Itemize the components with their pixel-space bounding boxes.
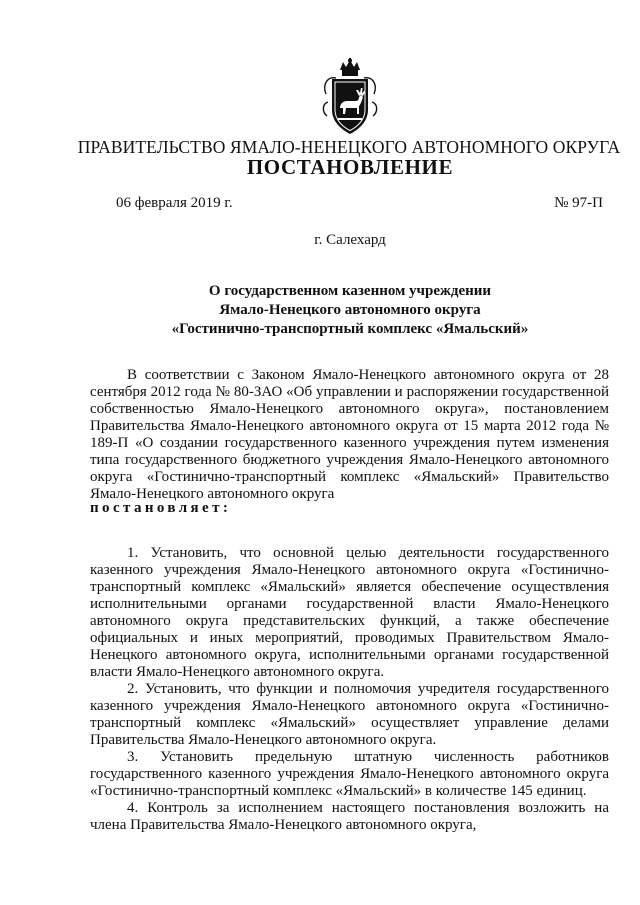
resolve-word: постановляет:: [90, 500, 232, 516]
document-title-line: О государственном казенном учреждении: [208, 283, 492, 299]
preamble-text: В соответствии с Законом Ямало-Ненецкого автономного округа от 28 сентября 2012 года № 80-ЗАО «Об управлении и распоряжении государственной собственностью Ямало-Ненецкого автономного округа», постановлением Правительства Ямало-Ненецкого автономного округа от 15 марта 2012 года № 189-П «О создании государственного казенного учреждения путем изменения типа государственного бюджетного учреждения Ямало-Ненецкого автономного округа «Гостинично-транспортный комплекс «Ямальский» Правительство Ямало-Ненецкого автономного округа: [90, 367, 609, 502]
coat-of-arms-icon: [318, 58, 382, 138]
document-title-line: Ямало-Ненецкого автономного округа: [219, 302, 481, 318]
document-date: 06 февраля 2019 г.: [116, 195, 233, 211]
government-name: ПРАВИТЕЛЬСТВО ЯМАЛО-НЕНЕЦКОГО АВТОНОМНОГО ОКРУГА: [77, 137, 621, 157]
resolution-items: [90, 545, 609, 834]
document-city: г. Салехард: [314, 232, 386, 248]
resolution-item: 2. Установить, что функции и полномочия учредителя государственного казенного учреждения Ямало-Ненецкого автономного округа «Гостинично-транспортный комплекс «Ямальский» осуществляет управление делами Правительства Ямало-Ненецкого автономного округа.: [90, 681, 609, 748]
resolution-item: 3. Установить предельную штатную численность работников государственного казенного учреждения Ямало-Ненецкого автономного округа «Гостинично-транспортный комплекс «Ямальский» в количестве 145 единиц.: [90, 749, 609, 799]
document-title-line: «Гостинично-транспортный комплекс «Ямальский»: [171, 321, 529, 337]
document-number: № 97-П: [554, 195, 603, 211]
preamble-paragraph: [90, 367, 609, 503]
resolution-item: 4. Контроль за исполнением настоящего постановления возложить на члена Правительства Ямало-Ненецкого автономного округа,: [90, 800, 609, 833]
document-type-heading: ПОСТАНОВЛЕНИЕ: [246, 155, 454, 179]
document-title: [0, 282, 640, 339]
resolution-item: 1. Установить, что основной целью деятельности государственного казенного учреждения Ямало-Ненецкого автономного округа «Гостинично-транспортный комплекс «Ямальский» является обеспечение осуществления исполнительными органами государственной власти Ямало-Ненецкого автономного округа представительских функций, а также обеспечение официальных и иных мероприятий, проводимых Правительством Ямало-Ненецкого автономного округа, исполнительными органами государственной власти Ямало-Ненецкого автономного округа.: [90, 545, 609, 680]
